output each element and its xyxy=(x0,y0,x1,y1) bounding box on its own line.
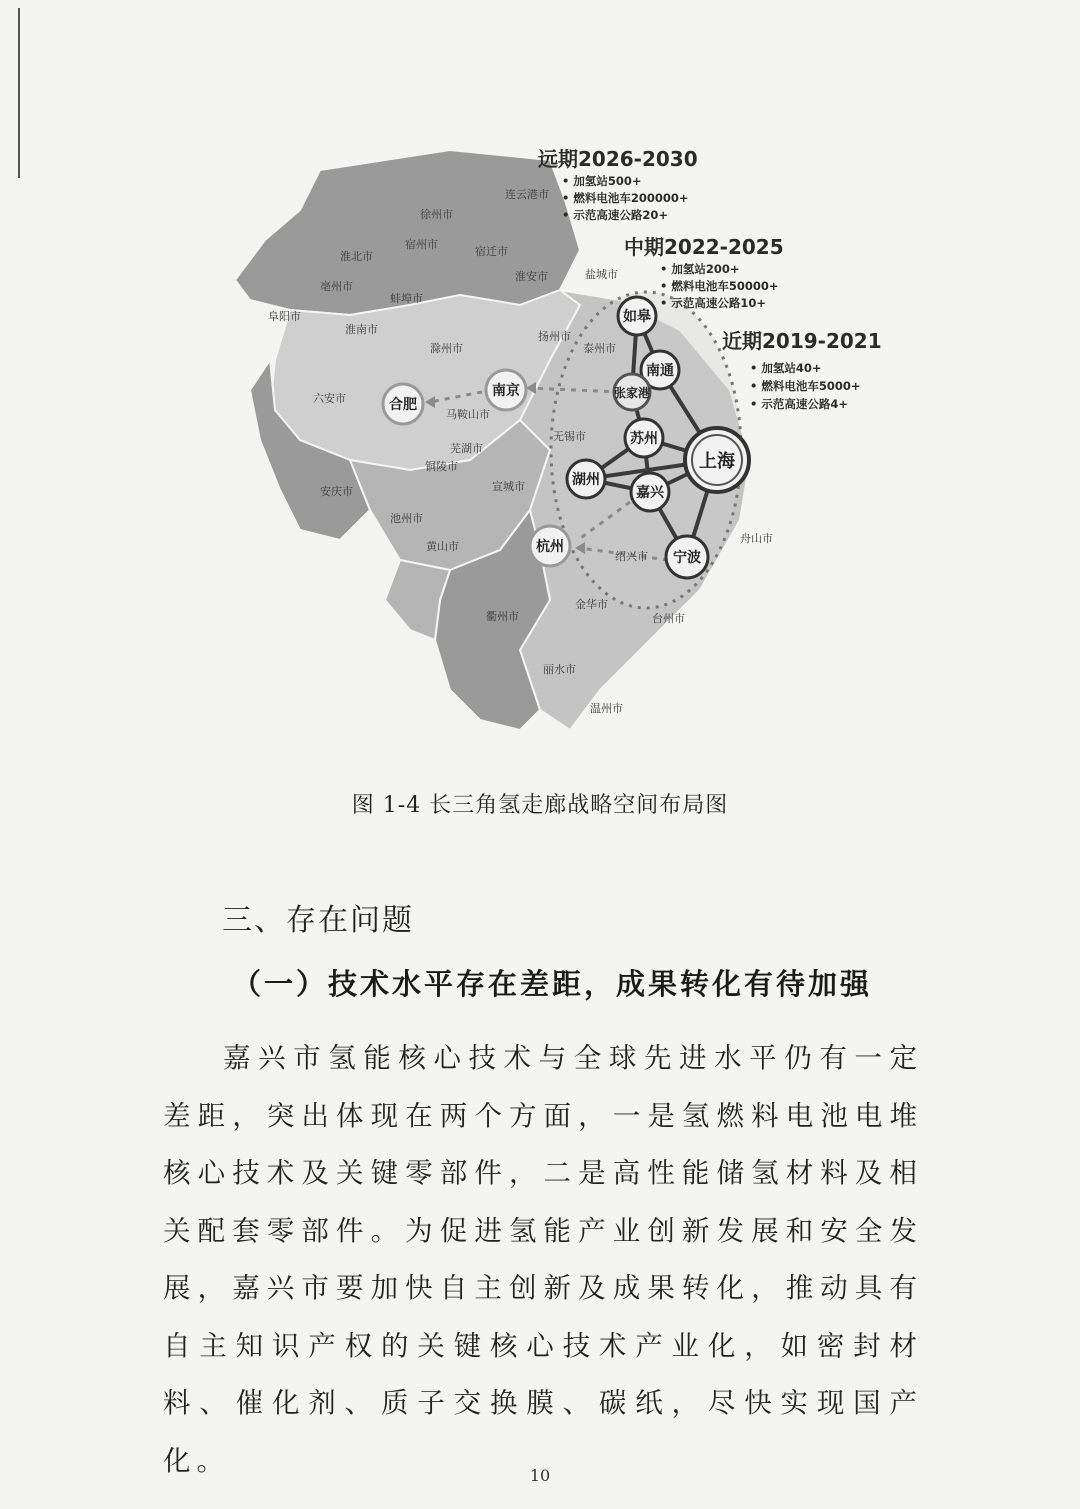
city-label-huangshan: 黄山市 xyxy=(426,540,459,553)
city-label-wuxi: 无锡市 xyxy=(553,430,586,443)
hub-label-huzhou: 湖州 xyxy=(572,472,600,488)
hub-label-hangzhou: 杭州 xyxy=(536,539,564,555)
city-label-huaian: 淮安市 xyxy=(515,270,548,283)
city-label-taizhou-zj: 台州市 xyxy=(652,612,685,625)
phase-long-term xyxy=(538,147,698,222)
city-label-fuyang: 阜阳市 xyxy=(268,310,301,323)
phase-mid-item-2: • 燃料电池车50000+ xyxy=(660,279,779,293)
city-label-huainan: 淮南市 xyxy=(345,323,378,336)
city-label-suqian: 宿迁市 xyxy=(475,245,508,258)
body-paragraph: 嘉兴市氢能核心技术与全球先进水平仍有一定差距，突出体现在两个方面，一是氢燃料电池电堆核心技术及关键零部件，二是高性能储氢材料及相关配套零部件。为促进氢能产业创新发展和安全发展，嘉兴市要加快自主创新及成果转化，推动具有自主知识产权的关键核心技术产业化，如密封材料、催化剂、质子交换膜、碳纸，尽快实现国产化。 xyxy=(163,1042,923,1477)
hub-label-hefei: 合肥 xyxy=(389,397,417,413)
page-number: 10 xyxy=(529,1466,551,1485)
hub-label-rugao: 如皋 xyxy=(623,309,651,325)
phase-near-item-2: • 燃料电池车5000+ xyxy=(750,379,861,393)
phase-title-long: 远期2026-2030 xyxy=(538,147,698,171)
hub-label-nanjing: 南京 xyxy=(492,383,520,399)
city-label-huaibei: 淮北市 xyxy=(340,250,373,263)
phase-title-mid: 中期2022-2025 xyxy=(624,235,784,259)
hydrogen-corridor-map xyxy=(220,130,900,770)
phase-title-near: 近期2019-2021 xyxy=(722,329,882,353)
subsection-heading: （一）技术水平存在差距，成果转化有待加强 xyxy=(232,967,873,1001)
phase-near-item-3: • 示范高速公路4+ xyxy=(750,397,848,411)
region-north xyxy=(235,150,580,315)
city-label-chuzhou: 滁州市 xyxy=(430,342,463,355)
figure-caption: 图 1-4 长三角氢走廊战略空间布局图 xyxy=(351,793,729,818)
city-label-chizhou: 池州市 xyxy=(390,512,423,525)
phase-long-item-2: • 燃料电池车200000+ xyxy=(562,191,689,205)
city-label-suzhou-ah: 宿州市 xyxy=(405,238,438,251)
city-label-shaoxing: 绍兴市 xyxy=(615,550,648,563)
city-label-wenzhou: 温州市 xyxy=(590,702,623,715)
map-svg xyxy=(220,130,900,770)
city-label-jinhua: 金华市 xyxy=(575,598,608,611)
city-label-quzhou: 衢州市 xyxy=(486,610,519,623)
hub-label-jiaxing: 嘉兴 xyxy=(636,485,664,501)
phase-mid-item-1: • 加氢站200+ xyxy=(660,262,740,276)
phase-mid-item-3: • 示范高速公路10+ xyxy=(660,296,766,310)
section-heading: 三、存在问题 xyxy=(222,903,414,938)
city-label-tongling: 铜陵市 xyxy=(425,460,458,473)
hub-label-zhangjiagang: 张家港 xyxy=(613,386,651,400)
city-label-luan: 六安市 xyxy=(313,392,346,405)
phase-long-item-3: • 示范高速公路20+ xyxy=(562,208,668,222)
city-label-bengbu: 蚌埠市 xyxy=(390,292,423,305)
city-label-yancheng: 盐城市 xyxy=(585,268,618,281)
city-label-anqing: 安庆市 xyxy=(320,485,353,498)
city-label-zhoushan: 舟山市 xyxy=(740,532,773,545)
city-label-lishui: 丽水市 xyxy=(543,663,576,676)
hub-label-ningbo: 宁波 xyxy=(673,550,701,566)
city-label-wuhu: 芜湖市 xyxy=(450,442,483,455)
city-label-bozhou: 亳州市 xyxy=(320,280,353,293)
city-label-maanshan: 马鞍山市 xyxy=(446,408,490,421)
phase-near-term xyxy=(722,329,882,411)
hub-label-nantong: 南通 xyxy=(646,363,674,379)
hub-label-suzhou: 苏州 xyxy=(630,431,658,447)
city-label-yangzhou: 扬州市 xyxy=(538,330,571,343)
scan-edge-line xyxy=(18,8,20,178)
phase-long-item-1: • 加氢站500+ xyxy=(562,174,642,188)
city-label-taizhou-js: 泰州市 xyxy=(583,342,616,355)
city-label-xuzhou: 徐州市 xyxy=(420,208,453,221)
city-label-xuancheng: 宣城市 xyxy=(492,480,525,493)
city-label-lianyungang: 连云港市 xyxy=(505,188,549,201)
hub-label-shanghai: 上海 xyxy=(699,451,735,472)
phase-near-item-1: • 加氢站40+ xyxy=(750,361,822,375)
